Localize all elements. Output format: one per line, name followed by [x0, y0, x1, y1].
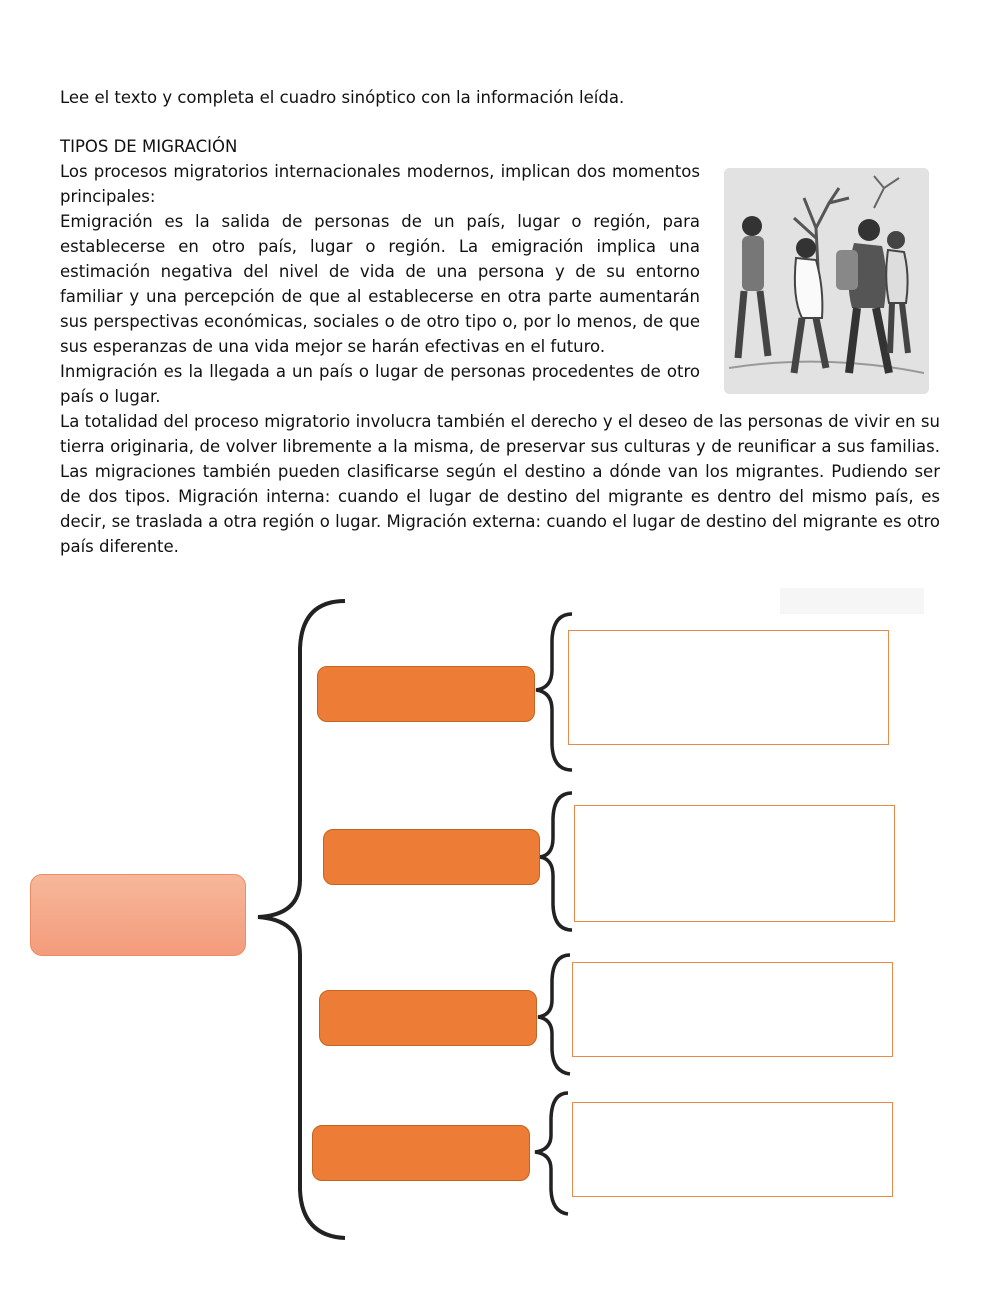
instruction-text: Lee el texto y completa el cuadro sinóptico con la información leída. — [60, 88, 625, 107]
category-box-1[interactable] — [317, 666, 535, 722]
intro-paragraph: Los procesos migratorios internacionales modernos, implican dos momentos principales: — [60, 162, 700, 206]
branch-brace-1 — [536, 614, 572, 770]
root-box[interactable] — [30, 874, 246, 956]
category-box-2[interactable] — [323, 829, 540, 885]
section-heading: TIPOS DE MIGRACIÓN — [60, 137, 238, 156]
migrants-walking-icon — [724, 168, 929, 394]
answer-box-4[interactable] — [572, 1102, 893, 1197]
intro-text-block — [60, 159, 700, 409]
branch-brace-3 — [538, 955, 570, 1074]
answer-box-1[interactable] — [568, 630, 889, 745]
branch-brace-4 — [535, 1093, 568, 1214]
migrants-illustration — [724, 168, 929, 394]
immigration-paragraph: Inmigración es la llegada a un país o lugar de personas procedentes de otro país o lugar. — [60, 362, 700, 406]
emigration-paragraph: Emigración es la salida de personas de un país, lugar o región, para establecerse en otro país, lugar o región. La emigración implica una estimación negativa del nivel de vida de una persona y de su entorno familiar y una percepción de que al establecerse en otra parte aumentarán sus perspectivas económicas, sociales o de otro tipo o, por lo menos, de que sus esperanzas de una vida mejor se harán efectivas en el futuro. — [60, 212, 700, 356]
category-box-4[interactable] — [312, 1125, 530, 1181]
branch-brace-2 — [540, 793, 572, 930]
answer-box-2[interactable] — [574, 805, 895, 922]
category-box-3[interactable] — [319, 990, 537, 1046]
full-width-paragraph: La totalidad del proceso migratorio involucra también el derecho y el deseo de las personas de vivir en su tierra originaria, de volver libremente a la misma, de preservar sus culturas y de reunificar a sus familias. Las migraciones también pueden clasificarse según el destino a dónde van los migrantes. Pudiendo ser de dos tipos. Migración interna: cuando el lugar de destino del migrante es dentro del mismo país, es decir, se traslada a otra región o lugar. Migración externa: cuando el lugar de destino del migrante es otro país diferente. — [60, 412, 940, 556]
answer-box-3[interactable] — [572, 962, 893, 1057]
